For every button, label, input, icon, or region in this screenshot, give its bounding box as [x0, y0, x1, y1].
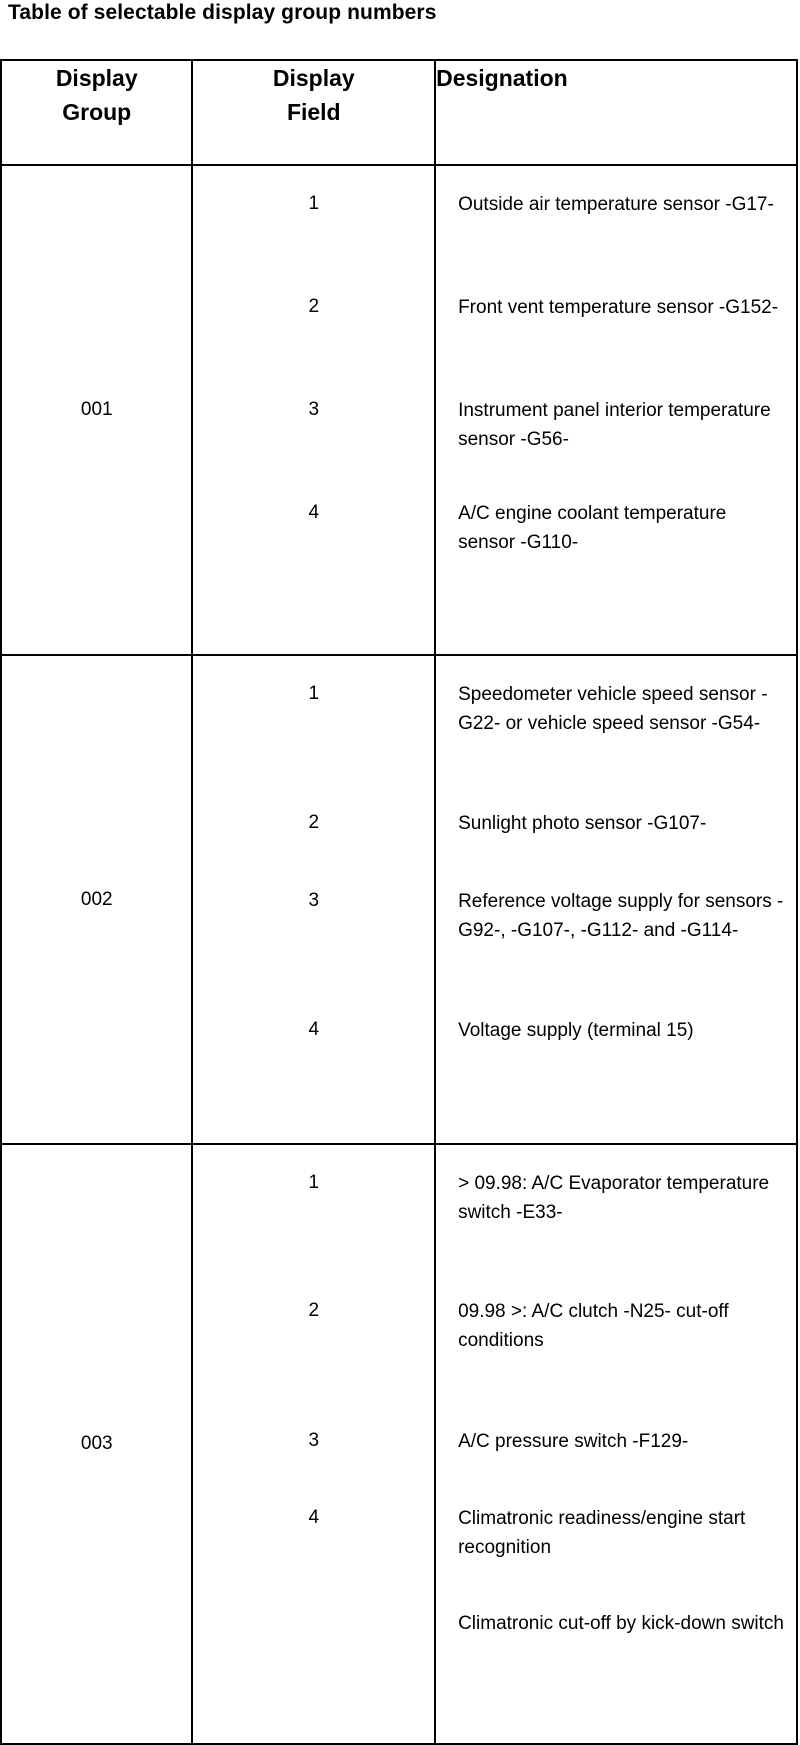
field-number: 2 — [308, 1300, 320, 1321]
designation-text: Front vent temperature sensor -G152- — [458, 297, 779, 318]
designation-text: Speedometer vehicle speed sensor -G22- or vehicle speed sensor -G54- — [458, 684, 768, 734]
table-header-row — [1, 60, 797, 165]
designation-text: 09.98 >: A/C clutch -N25- cut-off conditions — [458, 1301, 729, 1351]
field-number: 2 — [308, 812, 320, 833]
field-number: 4 — [308, 1507, 320, 1528]
designation-text: Instrument panel interior temperature sensor -G56- — [458, 400, 771, 450]
field-cell — [192, 165, 435, 655]
field-number: 2 — [308, 296, 320, 317]
designation-text: Climatronic readiness/engine start recognition — [458, 1508, 746, 1558]
field-number: 1 — [308, 683, 320, 704]
field-number: 1 — [308, 1172, 320, 1193]
designation-cell — [435, 1144, 797, 1744]
header-display-field — [192, 60, 435, 165]
designation-cell — [435, 165, 797, 655]
designation-text: Voltage supply (terminal 15) — [458, 1020, 694, 1041]
header-display-group — [1, 60, 192, 165]
header-designation: Designation — [435, 60, 797, 165]
designation-cell — [435, 655, 797, 1144]
field-number: 3 — [308, 890, 320, 911]
designation-text: A/C pressure switch -F129- — [458, 1431, 689, 1452]
field-number: 3 — [308, 1430, 320, 1451]
table-row — [1, 1144, 797, 1744]
field-number: 1 — [308, 193, 320, 214]
header-display-group-line1: Display — [55, 65, 138, 91]
group-number-cell: 003 — [1, 1144, 192, 1744]
header-display-field-line1: Display — [272, 65, 355, 91]
field-number: 3 — [308, 399, 320, 420]
display-group-table — [0, 59, 798, 1745]
field-number: 4 — [308, 1019, 320, 1040]
designation-text: > 09.98: A/C Evaporator temperature switch -E33- — [458, 1173, 770, 1223]
table-row — [1, 165, 797, 655]
designation-text: Reference voltage supply for sensors -G92-, -G107-, -G112- and -G114- — [458, 891, 784, 941]
field-cell — [192, 655, 435, 1144]
field-number: 4 — [308, 502, 320, 523]
group-number-cell: 002 — [1, 655, 192, 1144]
group-number-cell: 001 — [1, 165, 192, 655]
designation-text: Climatronic cut-off by kick-down switch — [458, 1613, 784, 1634]
header-display-group-line2: Group — [62, 99, 132, 125]
field-cell — [192, 1144, 435, 1744]
designation-text: A/C engine coolant temperature sensor -G110- — [458, 503, 727, 553]
designation-text: Outside air temperature sensor -G17- — [458, 194, 774, 215]
table-row — [1, 655, 797, 1144]
header-display-field-line2: Field — [286, 99, 341, 125]
designation-text: Sunlight photo sensor -G107- — [458, 813, 707, 834]
page-title: Table of selectable display group numbers — [8, 1, 437, 24]
